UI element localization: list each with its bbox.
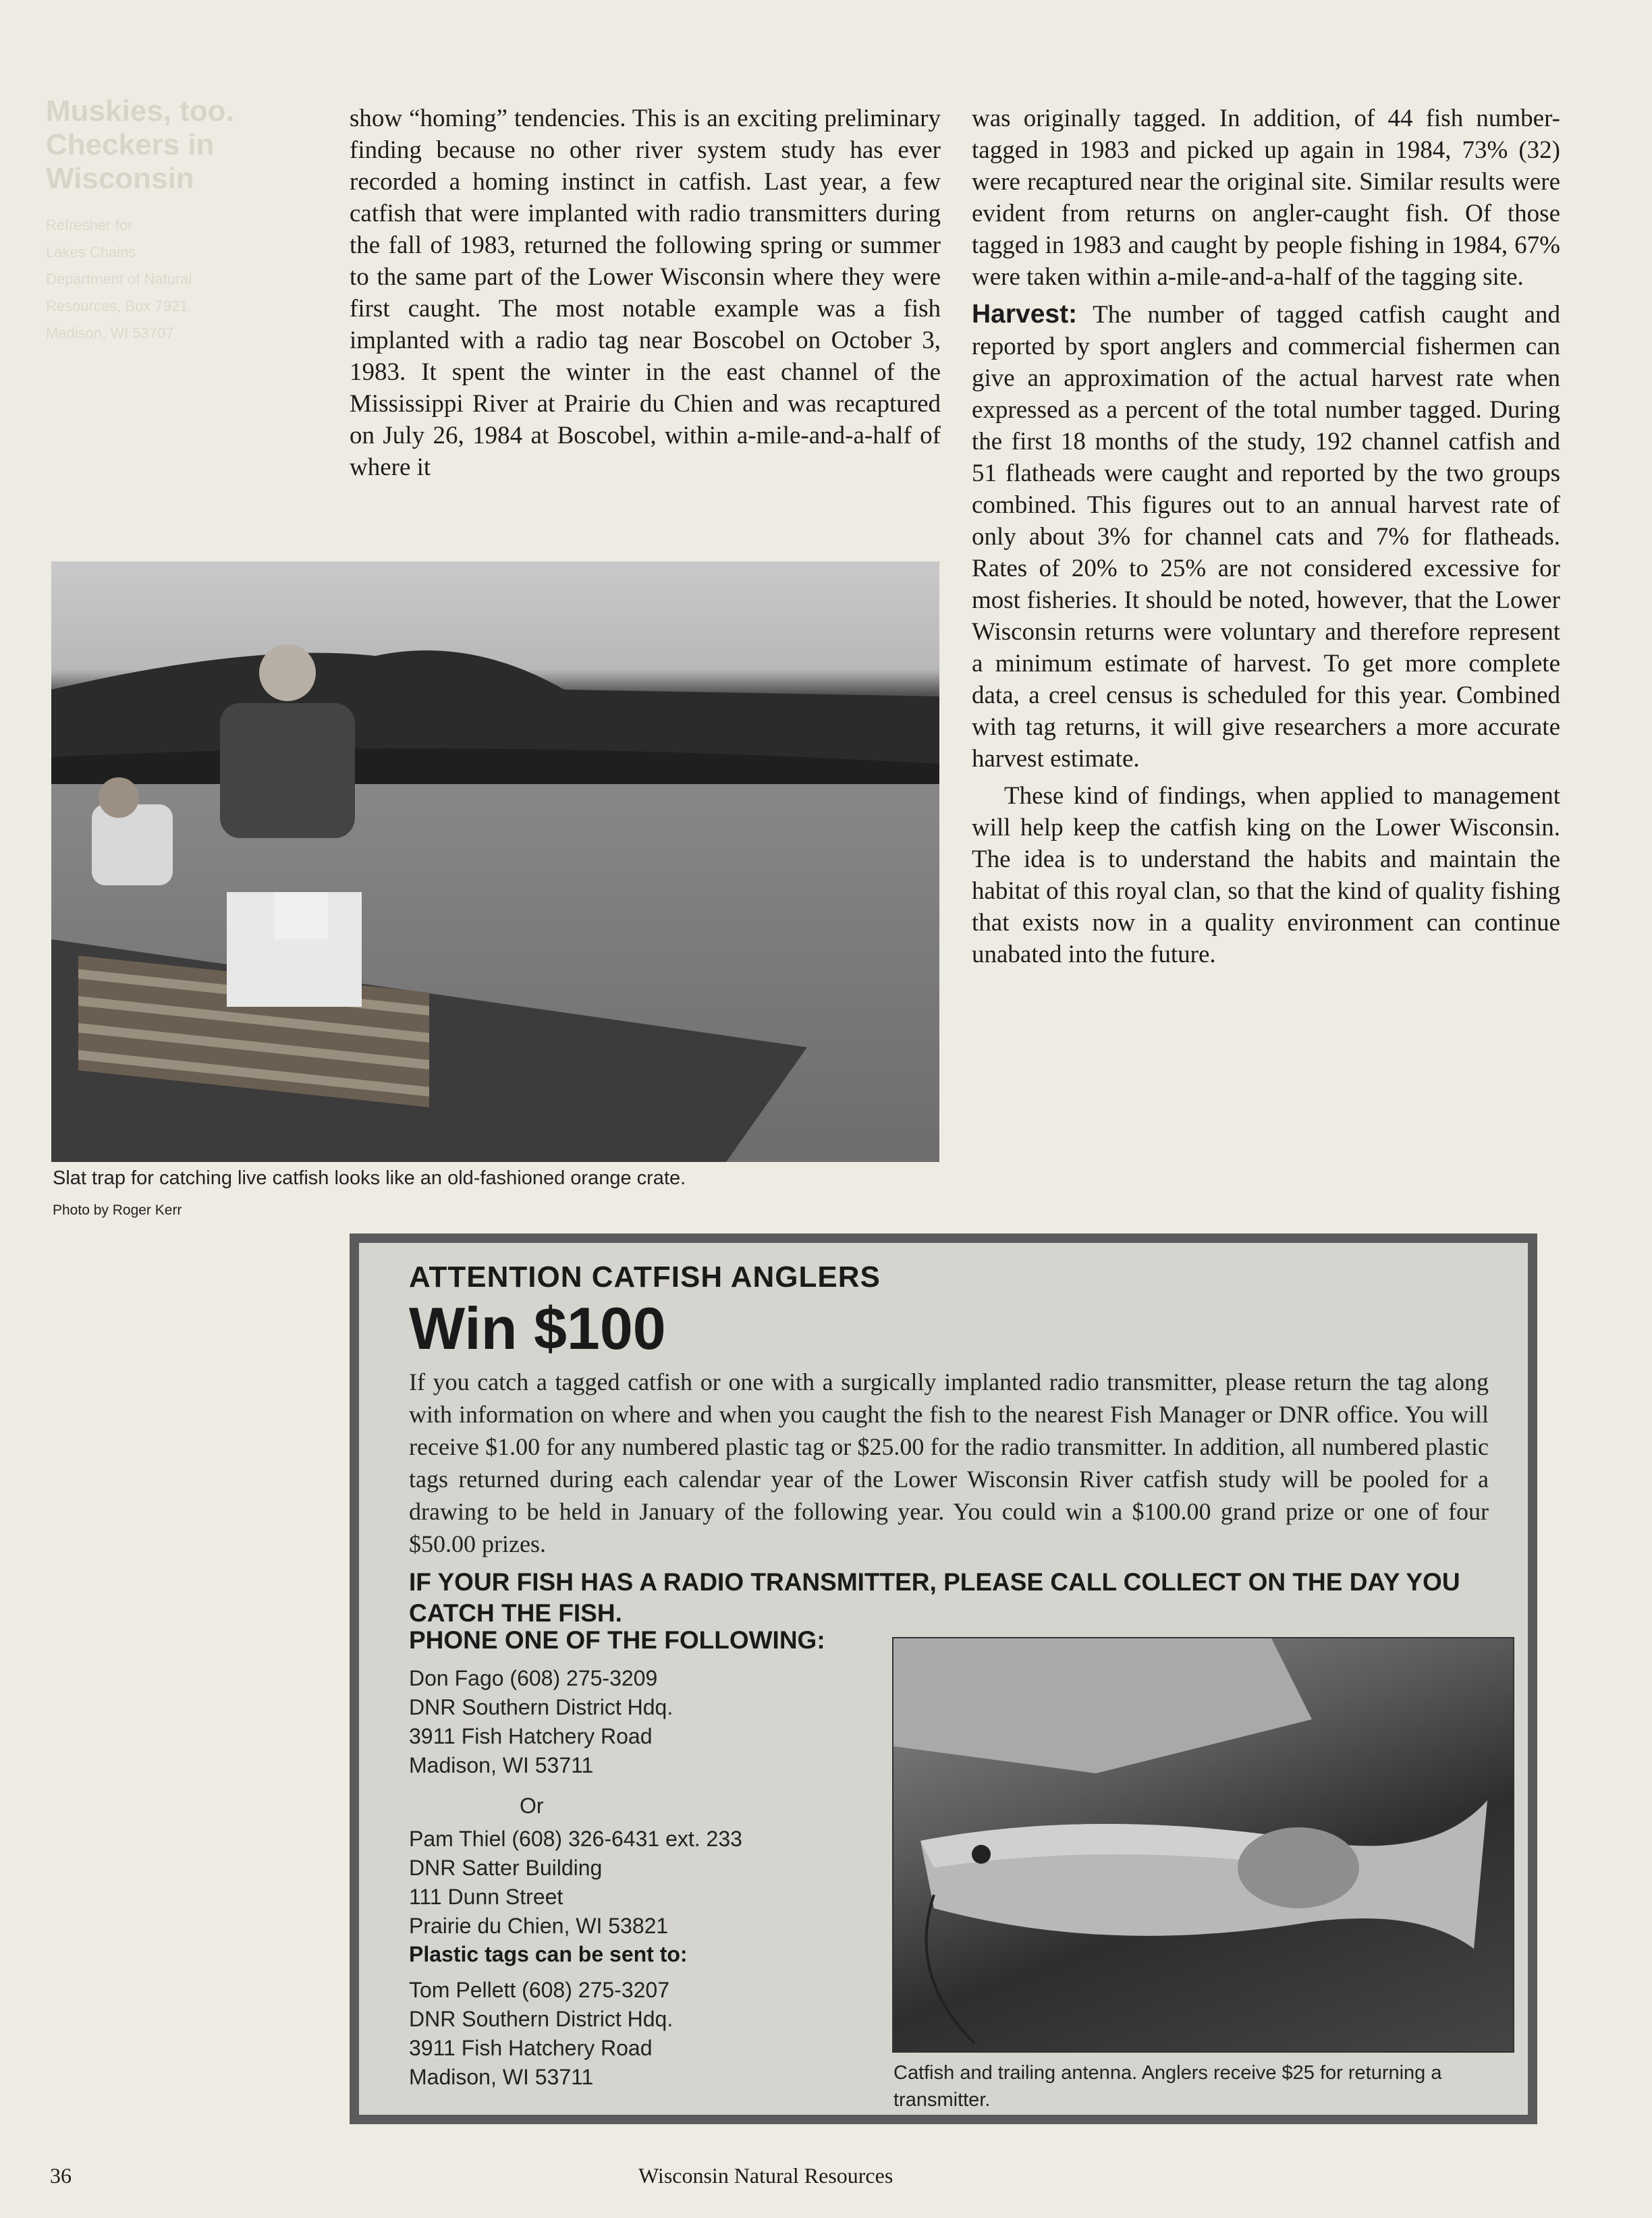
closing-paragraph: These kind of findings, when applied to management will help keep the catfish king on the Lower Wisconsin. The idea is to understand the habits and maintain the habitat of this royal clan, so that the kind of quality fishing that exists now in a quality environment can continue unabated into the future. [972, 782, 1560, 968]
contact-line: Madison, WI 53711 [409, 2065, 594, 2089]
article-column-right [972, 103, 1560, 970]
faded-sidebar-line: Madison, WI 53707 [46, 325, 174, 341]
catfish-photo [892, 1637, 1514, 2053]
contact-line: Prairie du Chien, WI 53821 [409, 1914, 669, 1938]
or-separator: Or [520, 1794, 544, 1818]
article-column-left [350, 103, 941, 483]
contact-line: DNR Southern District Hdq. [409, 2007, 673, 2031]
ad-body: If you catch a tagged catfish or one with a surgically implanted radio transmitter, please return the tag along with information on where and when you caught the fish to the nearest Fish Manager or DNR office. You will receive $1.00 for any numbered plastic tag or $25.00 for the radio transmitter. In addition, all numbered plastic tags returned during each calendar year of the Lower Wisconsin River catfish study will be pooled for a drawing to be held in January of the following year. You could win a $100.00 grand prize or one of four $50.00 prizes. [409, 1368, 1489, 1557]
faded-sidebar-line: Refresher for [46, 217, 133, 233]
contact-line: Madison, WI 53711 [409, 1753, 594, 1777]
contact-block [409, 1664, 673, 1780]
contact-line: Don Fago (608) 275-3209 [409, 1666, 658, 1690]
catfish-photo-caption: Catfish and trailing antenna. Anglers receive $25 for returning a transmitter. [893, 2062, 1442, 2111]
radio-transmitter-notice: IF YOUR FISH HAS A RADIO TRANSMITTER, PLEASE CALL COLLECT ON THE DAY YOU CATCH THE FISH. [409, 1568, 1460, 1627]
contact-line: DNR Satter Building [409, 1856, 603, 1880]
contact-line: 111 Dunn Street [409, 1885, 563, 1909]
harvest-paragraph [972, 298, 1560, 775]
contact-block [409, 1976, 673, 2092]
contact-line: DNR Southern District Hdq. [409, 1695, 673, 1719]
boat-scene-graphic [51, 561, 939, 1162]
tags-heading: Plastic tags can be sent to: [409, 1942, 688, 1966]
faded-sidebar-line: Lakes Chains [46, 244, 136, 260]
faded-sidebar-line: Resources, Box 7921 [46, 298, 188, 314]
phone-heading: PHONE ONE OF THE FOLLOWING: [409, 1626, 825, 1654]
photo-credit: Photo by Roger Kerr [53, 1202, 182, 1218]
faded-sidebar-title: Muskies, too. Checkers in Wisconsin [46, 94, 234, 195]
faded-sidebar [46, 94, 329, 347]
publication-name: Wisconsin Natural Resources [638, 2163, 893, 2188]
contact-line: Tom Pellett (608) 275-3207 [409, 1978, 669, 2002]
contest-ad-box [350, 1233, 1537, 2124]
catfish-graphic [893, 1638, 1513, 2051]
contact-line: 3911 Fish Hatchery Road [409, 2036, 653, 2060]
harvest-text: The number of tagged catfish caught and reported by sport anglers and commercial fishermen can give an approximation of the actual harvest rate when expressed as a percent of the total number tagged. During the first 18 months of the study, 192 channel catfish and 51 flatheads were caught and reported by the two groups combined. This figures out to an annual harvest rate of only about 3% for channel cats and 7% for flatheads. Rates of 20% to 25% are not considered excessive for most fisheries. It should be noted, however, that the Lower Wisconsin returns were voluntary and therefore represent a minimum estimate of harvest. To get more complete data, a creel census is scheduled for this year. Combined with tag returns, it will give researchers a more accurate harvest estimate. [972, 301, 1560, 773]
contact-line: Pam Thiel (608) 326-6431 ext. 233 [409, 1827, 742, 1851]
contact-line: 3911 Fish Hatchery Road [409, 1724, 653, 1748]
boat-photo [51, 561, 939, 1162]
harvest-lead-in: Harvest: [972, 300, 1078, 329]
ad-kicker: ATTENTION CATFISH ANGLERS [409, 1260, 881, 1294]
faded-sidebar-line: Department of Natural [46, 271, 192, 287]
ad-title: Win $100 [409, 1295, 666, 1362]
page-number: 36 [50, 2163, 72, 2188]
article-paragraph: was originally tagged. In addition, of 44 fish number-tagged in 1983 and picked up again in 1984, 73% (32) were recaptured near the original site. Similar results were evident from returns on angler-caught fish. Of those tagged in 1983 and caught by people fishing in 1984, 67% were taken within a-mile-and-a-half of the tagging site. [972, 105, 1560, 291]
contact-block [409, 1825, 742, 1941]
boat-photo-caption: Slat trap for catching live catfish looks like an old-fashioned orange crate. [53, 1167, 686, 1189]
article-paragraph: show “homing” tendencies. This is an exciting preliminary finding because no other river system study has ever recorded a homing instinct in catfish. Last year, a few catfish that were implanted with radio transmitters during the fall of 1983, returned the following spring or summer to the same part of the Lower Wisconsin where they were first caught. The most notable example was a fish implanted with a radio tag near Boscobel on October 3, 1983. It spent the winter in the east channel of the Mississippi River at Prairie du Chien and was recaptured on July 26, 1984 at Boscobel, within a-mile-and-a-half of where it [350, 105, 941, 481]
